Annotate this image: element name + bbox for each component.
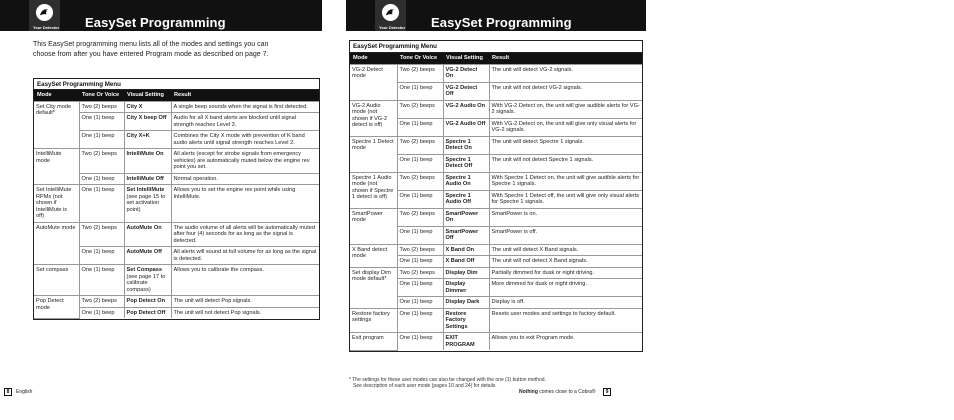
result-cell: Partially dimmed for dusk or night driving. [489,267,642,279]
tone-cell: One (1) beep [397,256,443,268]
tone-cell: Two (2) beeps [397,208,443,226]
column-header: Visual Setting [124,90,171,101]
visual-setting-label: Spectre 1 Detect Off [445,156,473,169]
visual-setting-cell [124,222,171,247]
intro-paragraph: This EasySet programming menu lists all of the modes and settings you can choose from after you have entered Program mode as described on page 7. [33,41,269,58]
visual-setting-cell [443,172,489,190]
table-row [34,185,319,223]
table-row [350,333,642,351]
visual-setting-cell [443,267,489,279]
visual-setting-label: Display Dimmer [445,281,467,294]
visual-setting-label: Set IntelliMute [126,187,165,193]
mode-cell: Set City mode default* [34,101,79,149]
visual-setting-label: Display Dim [445,269,478,276]
tone-cell: Two (2) beeps [397,100,443,118]
result-cell: With Spectre 1 Detect on, the unit will give audible alerts for Spectre 1 signals. [489,172,642,190]
visual-setting-label: SmartPower Off [445,228,479,241]
visual-setting-label: X Band Off [445,258,475,264]
column-header: Result [171,90,319,101]
table-header-row [350,53,642,64]
tone-cell: One (1) beep [79,307,124,318]
visual-setting-note: (see page 17 to calibrate compass) [126,273,166,293]
table-row [350,208,642,226]
visual-setting-label: EXIT PROGRAM [445,335,475,348]
right-page [346,0,646,420]
table-row [350,100,642,118]
column-header: Visual Setting [443,53,489,64]
table-row [350,267,642,279]
tone-cell: One (1) beep [397,190,443,208]
mode-cell: AutoMute mode [34,222,79,265]
result-cell: The unit will not detect X Band signals. [489,256,642,268]
visual-setting-cell [443,244,489,256]
table-header-row [34,90,319,101]
visual-setting-label: SmartPower On [445,210,479,223]
visual-setting-cell [124,265,171,296]
result-cell: The unit will detect Spectre 1 signals. [489,136,642,154]
page-header [0,0,322,31]
mode-cell: Set display Dim mode default* [350,267,397,308]
visual-setting-label: VG-2 Audio Off [445,120,486,127]
visual-setting-label: VG-2 Detect On [445,66,478,79]
table-row [34,149,319,174]
result-cell: More dimmed for dusk or night driving. [489,279,642,297]
mode-cell: IntelliMute mode [34,149,79,185]
tone-cell: One (1) beep [397,226,443,244]
visual-setting-cell [443,256,489,268]
visual-setting-cell [443,297,489,309]
tone-cell: Two (2) beeps [397,172,443,190]
visual-setting-label: VG-2 Detect Off [445,84,478,97]
column-header: Tone Or Voice [79,90,124,101]
mode-cell: Set compass [34,265,79,296]
tone-cell: One (1) beep [397,154,443,172]
result-cell: Allows you to set the engine rev point while using IntelliMute. [171,185,319,223]
mode-cell: VG-2 Audio mode (not shown if VG-2 detect is off) [350,100,397,136]
result-cell: Allows you to calibrate the compass. [171,265,319,296]
tone-cell: One (1) beep [397,82,443,100]
result-cell: Allows you to exit Program mode. [489,333,642,351]
page-number: 8 [4,388,12,396]
table-row [350,308,642,333]
visual-setting-label: Spectre 1 Audio Off [445,192,471,205]
footer-language: English [16,389,33,395]
result-cell: The unit will not detect Pop signals. [171,307,319,318]
table-caption: EasySet Programming Menu [350,41,642,53]
tone-cell: One (1) beep [397,118,443,136]
table-caption: EasySet Programming Menu [34,79,319,90]
tone-cell: One (1) beep [79,185,124,223]
tone-cell: Two (2) beeps [397,136,443,154]
result-cell: Audio for all X band alerts are blocked until signal strength reaches Level 3. [171,113,319,131]
mode-cell: Exit program [350,333,397,351]
cobra-logo-icon [35,3,54,22]
section-tab-label: Your Detector [379,25,406,30]
result-cell: The unit will detect X Band signals. [489,244,642,256]
footer-tagline-text: comes close to a Cobra® [539,389,596,395]
result-cell: A single beep sounds when the signal is first detected. [171,101,319,113]
visual-setting-label: Display Dark [445,299,480,305]
visual-setting-cell [443,333,489,351]
visual-setting-cell [124,307,171,318]
footer-tagline [519,389,596,395]
left-page [0,0,322,420]
visual-setting-cell [443,208,489,226]
programming-menu-table [349,40,643,352]
visual-setting-cell [443,154,489,172]
mode-cell: SmartPower mode [350,208,397,244]
visual-setting-label: X Band On [445,246,475,253]
result-cell: The unit will not detect Spectre 1 signals. [489,154,642,172]
tone-cell: Two (2) beeps [397,267,443,279]
result-cell: Display is off. [489,297,642,309]
tone-cell: One (1) beep [79,131,124,149]
table-row [350,64,642,82]
result-cell: The unit will not detect VG-2 signals. [489,82,642,100]
visual-setting-cell [443,100,489,118]
visual-setting-cell [443,279,489,297]
visual-setting-cell [443,136,489,154]
tone-cell: One (1) beep [397,297,443,309]
tone-cell: Two (2) beeps [79,101,124,113]
mode-cell: Spectre 1 Detect mode [350,136,397,172]
visual-setting-cell [124,149,171,174]
result-cell: Resets user modes and settings to factory default. [489,308,642,333]
visual-setting-label: AutoMute On [126,224,162,231]
result-cell: SmartPower is off. [489,226,642,244]
page-title: EasySet Programming [85,15,226,30]
visual-setting-label: Pop Detect On [126,298,166,304]
result-cell: The unit will detect Pop signals. [171,296,319,308]
tone-cell: One (1) beep [397,308,443,333]
visual-setting-label: Spectre 1 Audio On [445,174,471,187]
visual-setting-label: IntelliMute On [126,151,164,157]
section-tab [29,0,60,31]
page-number: 9 [603,388,611,396]
cobra-logo-icon [381,3,400,22]
result-cell: With Spectre 1 Detect off, the unit will give only visual alerts for Spectre 1 signals. [489,190,642,208]
result-cell: With VG-2 Detect on, the unit will give audible alerts for VG-2 signals. [489,100,642,118]
result-cell: SmartPower is on. [489,208,642,226]
tone-cell: Two (2) beeps [397,64,443,82]
tone-cell: One (1) beep [79,247,124,265]
tone-cell: Two (2) beeps [79,149,124,174]
tone-cell: One (1) beep [397,333,443,351]
column-header: Mode [350,53,397,64]
result-cell: Normal operation. [171,173,319,185]
table-row [34,101,319,113]
tone-cell: Two (2) beeps [79,222,124,247]
visual-setting-cell [443,308,489,333]
tone-cell: One (1) beep [79,173,124,185]
visual-setting-label: Set Compass [126,267,162,273]
mode-cell: X Band detect mode [350,244,397,267]
result-cell: All alerts will sound at full volume for as long as the signal is detected. [171,247,319,265]
visual-setting-label: City X+K [126,133,150,139]
visual-setting-cell [443,226,489,244]
result-cell: All alerts (except for strobe signals from emergency vehicles) are automatically muted below the engine rev point you set. [171,149,319,174]
visual-setting-label: Spectre 1 Detect On [445,138,472,151]
section-tab [375,0,406,31]
table-row [350,172,642,190]
result-cell: The unit will detect VG-2 signals. [489,64,642,82]
section-tab-label: Your Detector [33,25,60,30]
result-cell: Combines the City X mode with prevention of K band audio alerts until signal strength reaches Level 2. [171,131,319,149]
tone-cell: Two (2) beeps [79,296,124,308]
visual-setting-cell [124,173,171,185]
mode-cell: Pop Detect mode [34,296,79,319]
mode-cell: VG-2 Detect mode [350,64,397,100]
column-header: Result [489,53,642,64]
mode-cell: Set IntelliMute RPMs (not shown if IntelliMute is off) [34,185,79,223]
table-row [350,244,642,256]
visual-setting-cell [443,82,489,100]
visual-setting-cell [124,101,171,113]
mode-cell: Restore factory settings [350,308,397,333]
result-cell: The audio volume of all alerts will be automatically muted after four (4) seconds for as long as the signal is detected. [171,222,319,247]
visual-setting-cell [124,247,171,265]
visual-setting-label: City X beep Off [126,115,167,121]
tone-cell: Two (2) beeps [397,244,443,256]
table-row [34,265,319,296]
visual-setting-label: VG-2 Audio On [445,102,486,109]
footnote-line: See description of each user mode (pages 10 and 24) for details. [353,383,497,390]
footnote-line: * The settings for these user modes can also be changed with the one (1) button method. [349,377,546,383]
mode-cell: Spectre 1 Audio mode (not shown if Spectre 1 detect is off) [350,172,397,208]
programming-menu-table [33,78,320,320]
page-header [346,0,646,31]
visual-setting-cell [443,118,489,136]
visual-setting-cell [124,131,171,149]
footer-tagline-bold: Nothing [519,389,538,395]
visual-setting-cell [124,185,171,223]
visual-setting-cell [124,296,171,308]
visual-setting-cell [124,113,171,131]
visual-setting-label: AutoMute Off [126,249,162,255]
column-header: Mode [34,90,79,101]
tone-cell: One (1) beep [79,265,124,296]
visual-setting-cell [443,64,489,82]
visual-setting-label: IntelliMute Off [126,175,164,182]
table-row [350,136,642,154]
footnote [349,377,546,390]
visual-setting-note: (see page 15 to set activation point) [126,193,166,213]
column-header: Tone Or Voice [397,53,443,64]
table-row [34,296,319,308]
page-title: EasySet Programming [431,15,572,30]
table-row [34,222,319,247]
visual-setting-cell [443,190,489,208]
visual-setting-label: City X [126,103,143,110]
tone-cell: One (1) beep [79,113,124,131]
tone-cell: One (1) beep [397,279,443,297]
result-cell: With VG-2 Detect on, the unit will give only visual alerts for VG-2 signals. [489,118,642,136]
visual-setting-label: Pop Detect Off [126,309,166,316]
visual-setting-label: Restore Factory Settings [445,310,468,330]
